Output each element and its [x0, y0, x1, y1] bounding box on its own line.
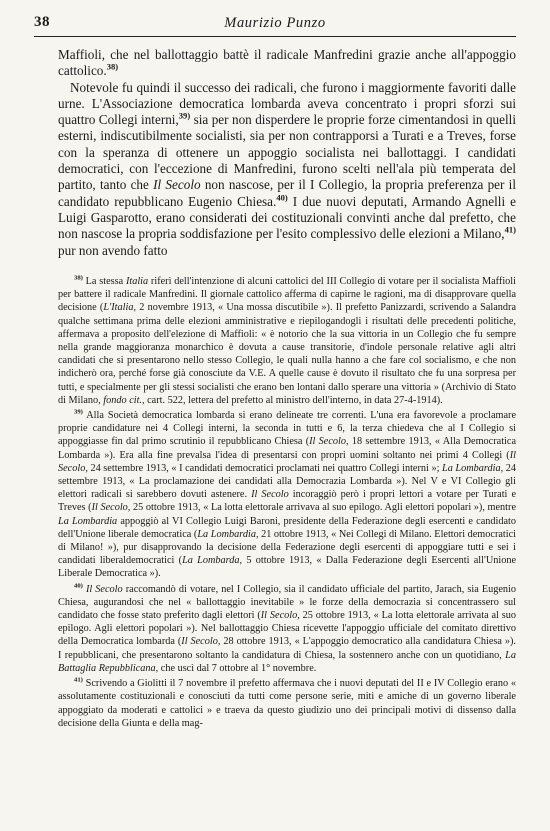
footnote-text: La stessa	[82, 276, 126, 287]
running-title: Maurizio Punzo	[224, 15, 326, 31]
footnote-italic: La Lombardia,	[197, 528, 259, 540]
footnote-number: 39)	[74, 408, 83, 416]
footnote-text: Alla Società democratica lombarda si erano delineate tre correnti. L'una era favorevole a proclamare proprie candidature nei 4 Collegi interni, la seconda in tutti e 6, la terza chiedeva che al I Collegio si appoggiasse fin dal primo scrutinio il repubblicano Chiesa (	[58, 410, 516, 448]
footnote-39	[58, 409, 516, 581]
paragraph-2-part-e: pur non avendo fatto	[58, 242, 168, 258]
footnote-italic: fondo cit.,	[103, 394, 145, 406]
page-header	[34, 14, 516, 36]
newspaper-title: Il Secolo	[153, 177, 201, 193]
paragraph-2-part-c: non nascose, per il I Collegio, la propria preferenza per il candidato repubblicano Eugenio Chiesa.	[58, 177, 516, 209]
footnote-text: raccomandò di votare, nel I Collegio, sia il candidato ufficiale del partito, Jarach, sia Eugenio Chiesa, augurandosi che nel « ballottaggio inevitabile » le forze della democrazia si concentrassero sul candidato che fosse stato preferito dagli elettori (	[58, 583, 516, 622]
paragraph-2-part-a: Notevole fu quindi il successo dei radicali, che furono i maggiormente favoriti dalle urne. L'Associazione democratica lombarda aveva concentrato i propri sforzi sui quattro Collegi interni,	[58, 79, 516, 128]
footnote-38	[58, 275, 516, 407]
footnote-ref-40: 40)	[276, 192, 288, 203]
footnote-number: 38)	[74, 274, 83, 282]
footnote-text: 28 ottobre 1913, « L'appoggio democratico alla candidatura Chiesa »). I repubblicani, che presentarono soltanto la candidatura di Chiesa, la sostennero anche con un quotidiano,	[58, 636, 516, 661]
footnote-text: cart. 522, lettera del prefetto al ministro dell'interno, in data 27-4-1914).	[144, 394, 443, 406]
footnote-text: 25 ottobre 1913, « La lotta elettorale arrivata al suo epilogo. Agli elettori popolari »). Nel ballottaggio Chiesa ricevette l'appoggio ufficiale del comitato direttivo della Democratica lombarda (	[58, 610, 516, 648]
footnotes	[58, 275, 516, 730]
footnote-italic: Il Secolo,	[260, 610, 300, 622]
footnote-italic: La Lombardia	[58, 515, 118, 527]
footnote-number: 40)	[74, 582, 83, 590]
footnote-italic: Il Secolo,	[58, 449, 516, 474]
footnote-text: Scrivendo a Giolitti il 7 novembre il prefetto affermava che i nuovi deputati del II e IV Collegio erano « assolutamente costituzionali e conosciuti da tutti come persone serie, miti e amiche di un governo liberale appoggiato da moderati e cattolici » e traeva da questo giudizio uno dei principali motivi di dissenso dalla decisione della Giunta e della mag-	[58, 678, 516, 729]
footnote-text: riferì dell'intenzione di alcuni cattolici del III Collegio di votare per il socialista Maffioli per battere il radicale Manfredini. Il giornale cattolico afferma di capirne le ragioni, ma di disapprovare quella decisione (	[58, 276, 516, 314]
footnote-41	[58, 677, 516, 730]
footnote-italic: Il Secolo,	[309, 436, 349, 448]
paragraph-2	[58, 80, 516, 259]
header-rule	[34, 36, 516, 37]
footnote-text: 24 settembre 1913, « La proclamazione dei candidati alla Democrazia Lombarda »). Nel V e VI Collegio gli elettori radicali si sarebbero dovuti astenere.	[58, 462, 516, 501]
footnote-italic: La Battaglia Repubblicana,	[58, 649, 516, 674]
footnote-text: incoraggiò però i propri lettori a votare per Turati e Treves (	[58, 489, 516, 514]
paragraph-2-part-b: sia per non disperdere le proprie forze cimentandosi in quelli esterni, indiscutibilmente socialisti, sia per non contrapporsi a Turati e a Treves, forse con la speranza di ottenere un appoggio socialista nei ballottaggi. I candidati democratici, con l'eccezione di Manfredini, furono scelti nell'ala più temperata del partito, tanto che	[58, 112, 516, 193]
footnote-ref-39: 39)	[178, 110, 191, 121]
paragraph-1	[58, 47, 516, 80]
footnote-text: 18 settembre 1913, « Alla Democratica Lombarda »). Era alla fine prevalsa l'idea di presentarsi con propri uomini soltanto nei primi 4 Collegi (	[58, 436, 516, 461]
footnote-text: 5 ottobre 1913, « Dalla Federazione degli Esercenti all'Unione Liberale Democratica »).	[58, 555, 516, 580]
footnote-text: 2 novembre 1913, « Una mossa discutibile »). Il prefetto Panizzardi, scrivendo a Salandra qualche settimana prima delle elezioni amministrative e riepilogandogli i risultati delle precedenti politiche, affermava a proposito dell'elezione di Maffioli: « è notorio che la sua vittoria in un Collegio che fu sempre nella grande maggioranza monarchico è dovuta a cause transitorie, d'indole personale relative agli altri candidati che si presentarono nello stesso Collegio, le quali nulla hanno a che fare col socialismo, e che non indicherò ora, perché forse già conosciute da V.E. A quelle cause è dovuto il risultato che fu una sorpresa per tutti, e specialmente per gli stessi socialisti che erano ben lontani dallo sperare una vittoria » (Archivio di Stato di Milano,	[58, 302, 517, 406]
footnote-text: 21 ottobre 1913, « Nei Collegi di Milano. Elettori democratici di Milano! »), pur disapprovando la decisione della Federazione degli esercenti di appoggiare tutti e sei i candidati liberaldemocratici (	[58, 528, 516, 567]
footnote-italic: Il Secolo,	[91, 502, 131, 514]
footnote-text: appoggiò al VI Collegio Luigi Baroni, presidente della Federazione degli esercenti e candidato dell'Unione liberale democratica (	[58, 515, 516, 540]
paragraph-2-part-d: I due nuovi deputati, Armando Agnelli e Luigi Gasparotto, erano considerati dei costituzionali convinti anche dal prefetto, che non nascose la propria soddisfazione per l'esito complessivo delle elezioni a Milano,	[58, 193, 516, 242]
footnote-italic: Il Secolo,	[181, 636, 221, 648]
page-number: 38	[34, 14, 50, 30]
main-text	[58, 47, 516, 259]
paragraph-1-text: Maffioli, che nel ballottaggio battè il radicale Manfredini grazie anche all'appoggio cattolico.	[58, 47, 516, 79]
footnote-ref-41: 41)	[504, 224, 516, 235]
footnote-italic: Italia	[125, 276, 149, 287]
footnote-text: che uscì dal 7 ottobre al 1° novembre.	[158, 662, 317, 674]
footnote-italic: Il Secolo	[82, 583, 123, 595]
footnote-italic: L'Italia,	[103, 302, 137, 314]
footnote-text: 25 ottobre 1913, « La lotta elettorale arrivava al suo epilogo. Agli elettori popolari »), mentre	[130, 502, 516, 514]
footnote-number: 41)	[74, 676, 83, 684]
footnote-40	[58, 583, 516, 675]
footnote-ref-38: 38)	[106, 61, 119, 72]
footnote-italic: Il Secolo	[251, 489, 289, 501]
footnote-text: 24 settembre 1913, « I candidati democratici proclamati nei quattro Collegi interni »;	[87, 462, 442, 474]
footnote-italic: La Lombarda,	[182, 555, 243, 567]
footnote-italic: La Lombardia,	[442, 462, 504, 474]
